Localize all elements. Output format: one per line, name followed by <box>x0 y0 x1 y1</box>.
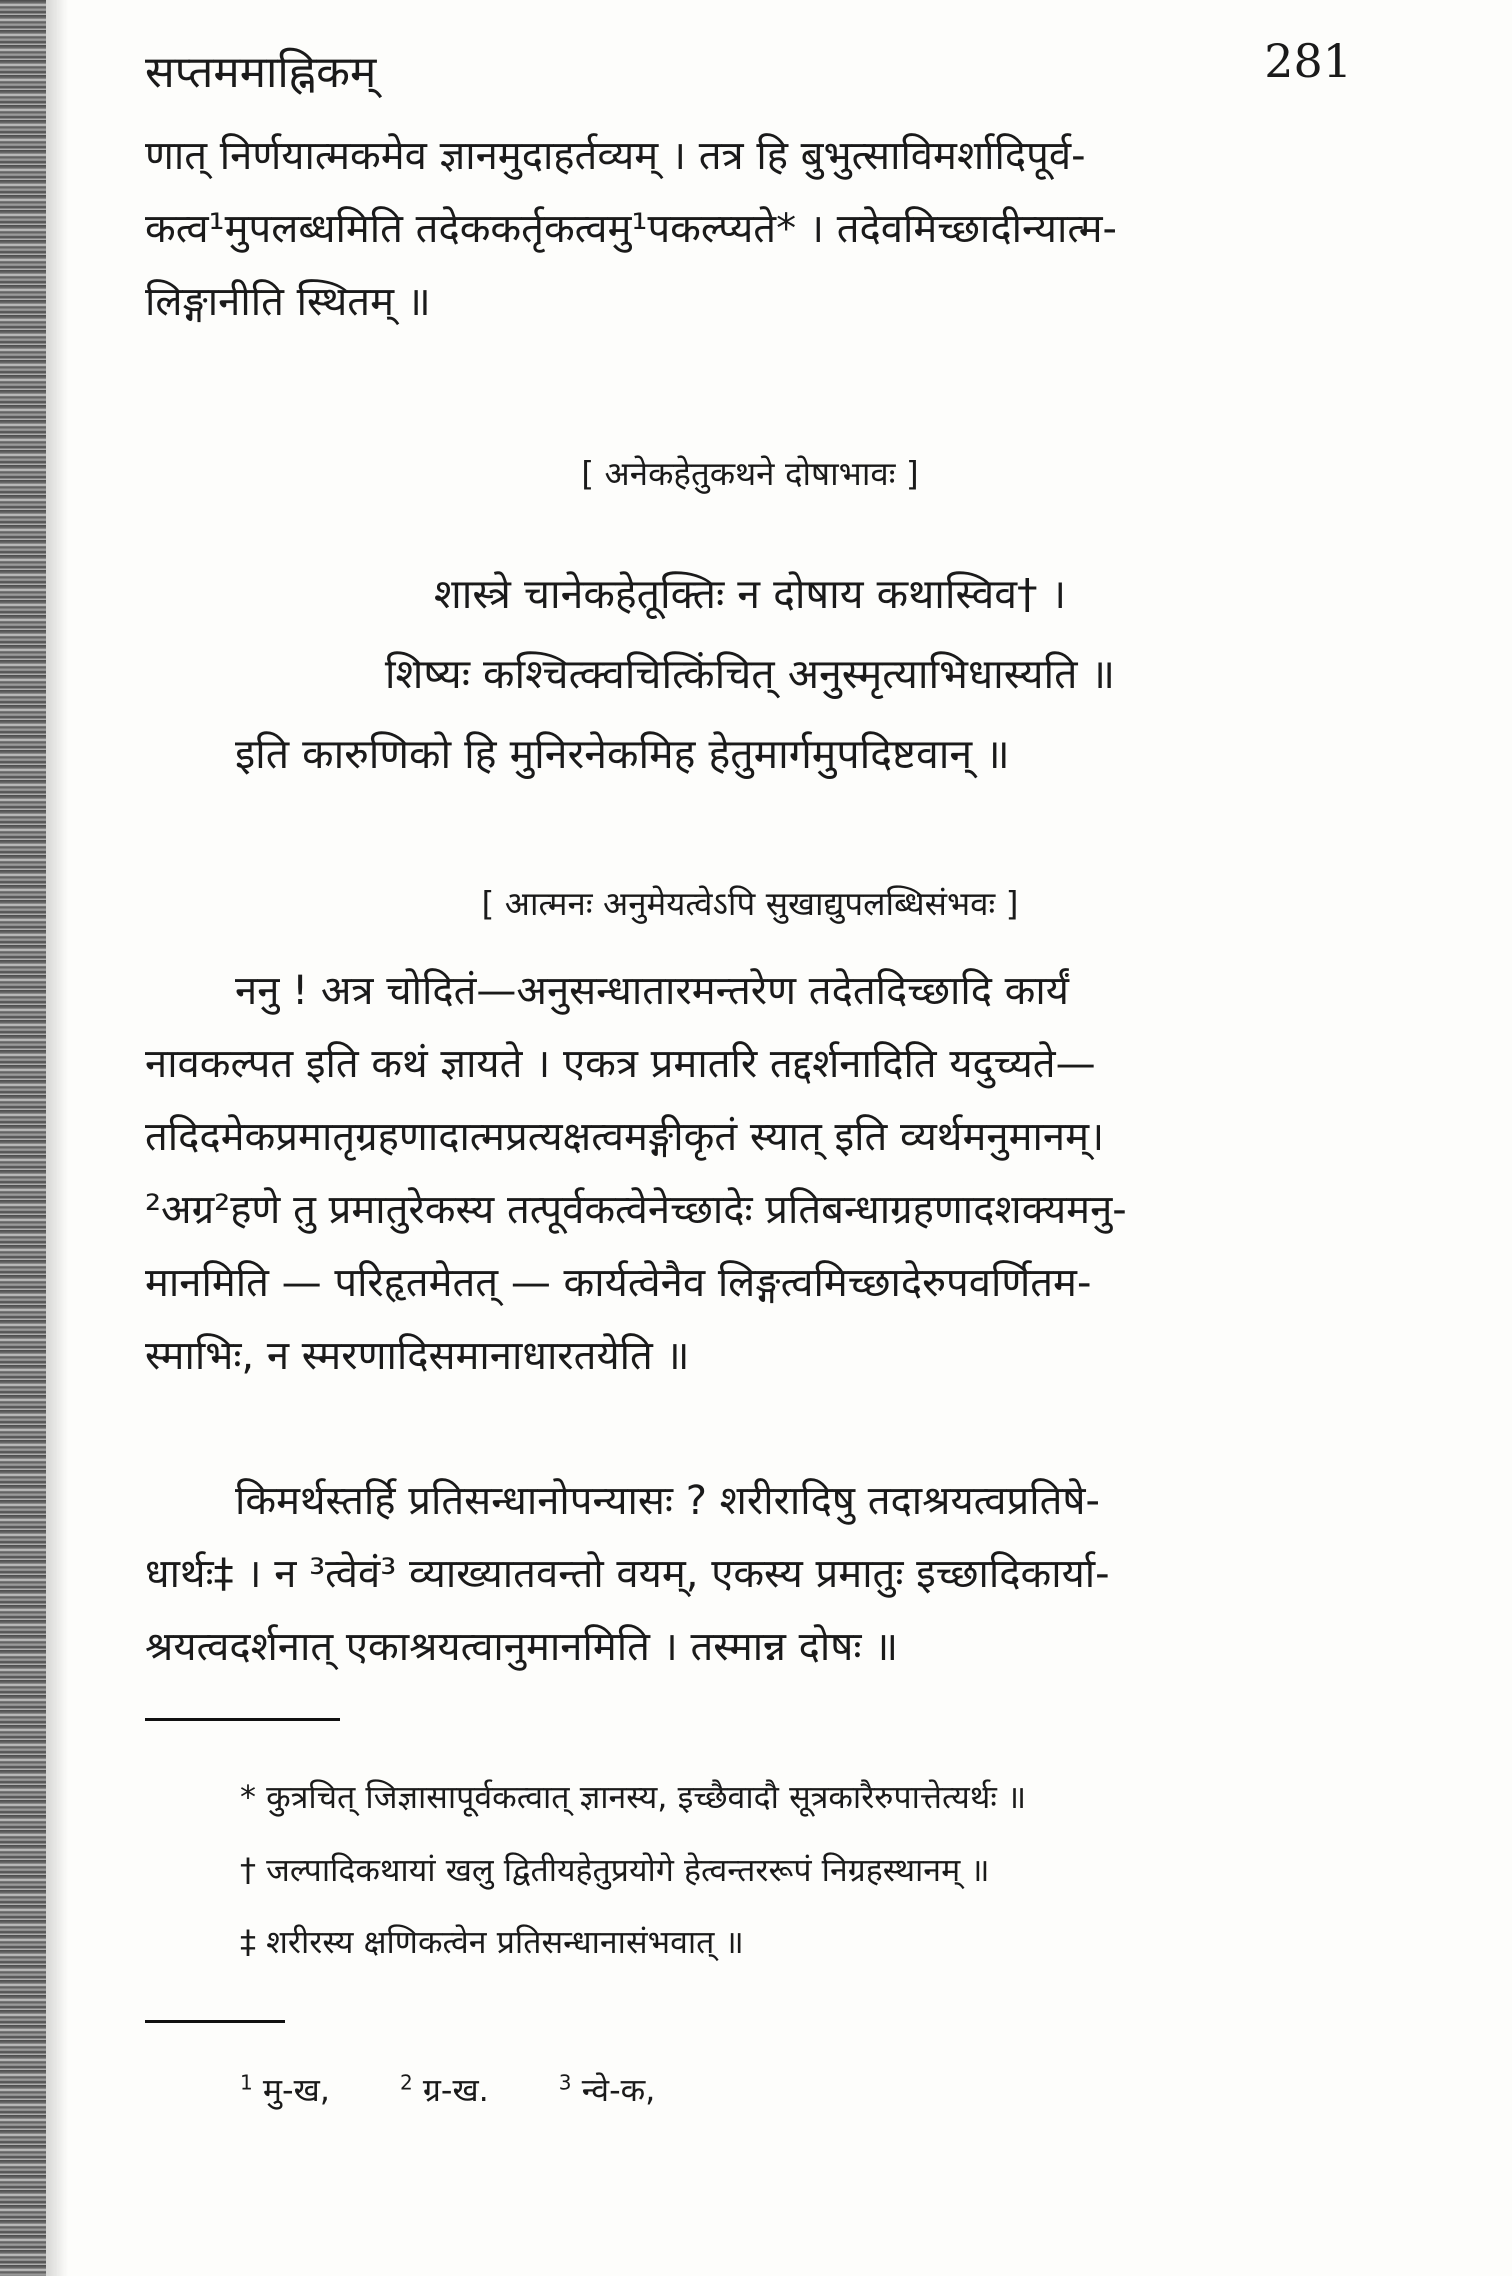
footnote: † जल्पादिकथायां खलु द्वितीयहेतुप्रयोगे हेत्वन्तररूपं निग्रहस्थानम् ॥ <box>240 1851 990 1889</box>
footnote: * कुत्रचित् जिज्ञासापूर्वकत्वात् ज्ञानस्य, इच्छैवादौ सूत्रकारैरुपात्तेत्यर्थः ॥ <box>240 1778 1027 1816</box>
paragraph-2 <box>145 955 1355 1393</box>
page-number: 281 <box>1264 34 1352 88</box>
variant-reading: $^1$ मु-ख, <box>240 2070 330 2109</box>
page-binding-edge <box>0 0 46 2276</box>
variants-rule <box>145 2020 285 2023</box>
paragraph-line: ²अग्र²हणे तु प्रमातुरेकस्य तत्पूर्वकत्वेनेच्छादेः प्रतिबन्धाग्रहणादशक्यमनु- <box>145 1187 1127 1233</box>
verse-line: इति कारुणिको हि मुनिरनेकमिह हेतुमार्गमुपदिष्टवान् ॥ <box>235 730 1010 778</box>
variant-reading: $^2$ ग्र-ख. <box>399 2070 489 2109</box>
paragraph-line: लिङ्गानीति स्थितम् ॥ <box>145 279 431 325</box>
paragraph-line: किमर्थस्तर्हि प्रतिसन्धानोपन्यासः ? शरीरादिषु तदाश्रयत्वप्रतिषे- <box>235 1478 1100 1524</box>
paragraph-3 <box>145 1465 1355 1684</box>
running-title: सप्तममाह्निकम् <box>145 47 377 98</box>
paragraph-line: कत्व¹मुपलब्धमिति तदेककर्तृकत्वमु¹पकल्प्यते* । तदेवमिच्छादीन्यात्म- <box>145 206 1117 252</box>
verse-line: शास्त्रे चानेकहेतूक्तिः न दोषाय कथास्विव† । <box>433 570 1067 618</box>
paragraph-line: णात् निर्णयात्मकमेव ज्ञानमुदाहर्तव्यम् । तत्र हि बुभुत्साविमर्शादिपूर्व- <box>145 133 1086 179</box>
section-heading: [ आत्मनः अनुमेयत्वेऽपि सुखाद्युपलब्धिसंभवः ] <box>481 884 1019 923</box>
paragraph-line: श्रयत्वदर्शनात् एकाश्रयत्वानुमानमिति । तस्मान्न दोषः ॥ <box>145 1624 899 1670</box>
paragraph-1 <box>145 120 1355 339</box>
paragraph-line: मानमिति — परिहृतमेतत् — कार्यत्वेनैव लिङ्गत्वमिच्छादेरुपवर्णितम- <box>145 1260 1092 1306</box>
footnote: ‡ शरीरस्य क्षणिकत्वेन प्रतिसन्धानासंभवात् ॥ <box>240 1923 744 1961</box>
paragraph-line: नावकल्पत इति कथं ज्ञायते । एकत्र प्रमातरि तद्दर्शनादिति यदुच्यते— <box>145 1041 1096 1087</box>
paragraph-line: स्माभिः, न स्मरणादिसमानाधारतयेति ॥ <box>145 1333 690 1379</box>
verse-line: शिष्यः कश्चित्क्वचित्किंचित् अनुस्मृत्याभिधास्यति ॥ <box>384 650 1116 698</box>
paragraph-line: तदिदमेकप्रमातृग्रहणादात्मप्रत्यक्षत्वमङ्गीकृतं स्यात् इति व्यर्थमनुमानम्। <box>145 1114 1105 1160</box>
paragraph-line: धार्थः‡ । न ³त्वेवं³ व्याख्यातवन्तो वयम्, एकस्य प्रमातुः इच्छादिकार्या- <box>145 1551 1110 1597</box>
paragraph-line: ननु ! अत्र चोदितं—अनुसन्धातारमन्तरेण तदेतदिच्छादि कार्यं <box>235 968 1069 1014</box>
section-heading: [ अनेकहेतुकथने दोषाभावः ] <box>581 454 919 493</box>
footnote-rule <box>145 1718 340 1721</box>
variant-readings <box>240 2068 655 2111</box>
variant-reading: $^3$ न्वे-क, <box>558 2070 656 2109</box>
